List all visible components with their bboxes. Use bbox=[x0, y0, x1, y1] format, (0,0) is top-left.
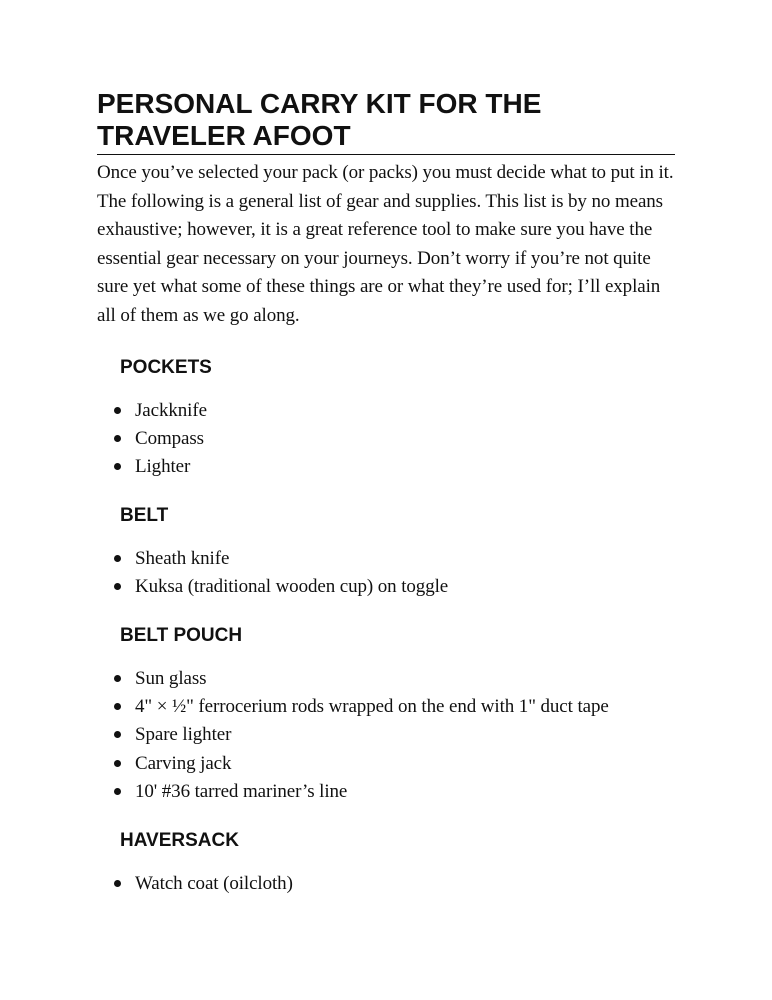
bullet-icon bbox=[114, 731, 121, 738]
list-item-text: Watch coat (oilcloth) bbox=[135, 872, 293, 894]
list-item-text: Spare lighter bbox=[135, 724, 232, 746]
bullet-icon bbox=[114, 407, 121, 414]
list-item bbox=[97, 665, 675, 693]
list-item-text: Compass bbox=[135, 427, 204, 449]
belt-pouch-list bbox=[97, 665, 675, 807]
section-belt-pouch bbox=[97, 625, 675, 807]
document-page bbox=[97, 88, 675, 898]
list-item-text: Lighter bbox=[135, 456, 191, 478]
list-item bbox=[97, 750, 675, 778]
haversack-list bbox=[97, 870, 675, 898]
list-item-text: Jackknife bbox=[135, 399, 207, 421]
bullet-icon bbox=[114, 583, 121, 590]
list-item bbox=[97, 693, 675, 721]
list-item bbox=[97, 721, 675, 749]
section-heading-haversack: HAVERSACK bbox=[120, 829, 239, 851]
list-item-text: Carving jack bbox=[135, 752, 232, 774]
list-item bbox=[97, 573, 675, 601]
section-heading-belt-pouch: BELT POUCH bbox=[120, 624, 243, 646]
bullet-icon bbox=[114, 760, 121, 767]
list-item bbox=[97, 778, 675, 806]
list-item-text: 4" × ½" ferrocerium rods wrapped on the end with 1" duct tape bbox=[135, 696, 609, 717]
section-heading-belt: BELT bbox=[120, 504, 169, 526]
list-item-text: Kuksa (traditional wooden cup) on toggle bbox=[135, 576, 449, 598]
list-item bbox=[97, 870, 675, 898]
bullet-icon bbox=[114, 880, 121, 887]
section-belt bbox=[97, 505, 675, 602]
list-item-text: 10' #36 tarred mariner’s line bbox=[135, 781, 348, 803]
section-pockets bbox=[97, 357, 675, 482]
list-item bbox=[97, 397, 675, 425]
page-title: PERSONAL CARRY KIT FOR THE TRAVELER AFOOT bbox=[97, 88, 675, 155]
intro-paragraph: Once you’ve selected your pack (or packs) you must decide what to put in it. The following is a general list of gear and supplies. This list is by no means exhaustive; however, it is a great reference tool to make sure you have the essential gear necessary on your journeys. Don’t worry if you’re not quite sure yet what some of these things are or what they’re used for; I’ll explain all of them as we go along. bbox=[97, 162, 674, 326]
list-item bbox=[97, 453, 675, 481]
bullet-icon bbox=[114, 788, 121, 795]
list-item-text: Sheath knife bbox=[135, 547, 230, 569]
belt-list bbox=[97, 545, 675, 602]
list-item bbox=[97, 545, 675, 573]
pockets-list bbox=[97, 397, 675, 482]
section-heading-pockets: POCKETS bbox=[120, 356, 212, 378]
list-item bbox=[97, 425, 675, 453]
list-item-text: Sun glass bbox=[135, 667, 207, 689]
bullet-icon bbox=[114, 703, 121, 710]
section-haversack bbox=[97, 830, 675, 898]
bullet-icon bbox=[114, 675, 121, 682]
bullet-icon bbox=[114, 463, 121, 470]
bullet-icon bbox=[114, 555, 121, 562]
bullet-icon bbox=[114, 435, 121, 442]
